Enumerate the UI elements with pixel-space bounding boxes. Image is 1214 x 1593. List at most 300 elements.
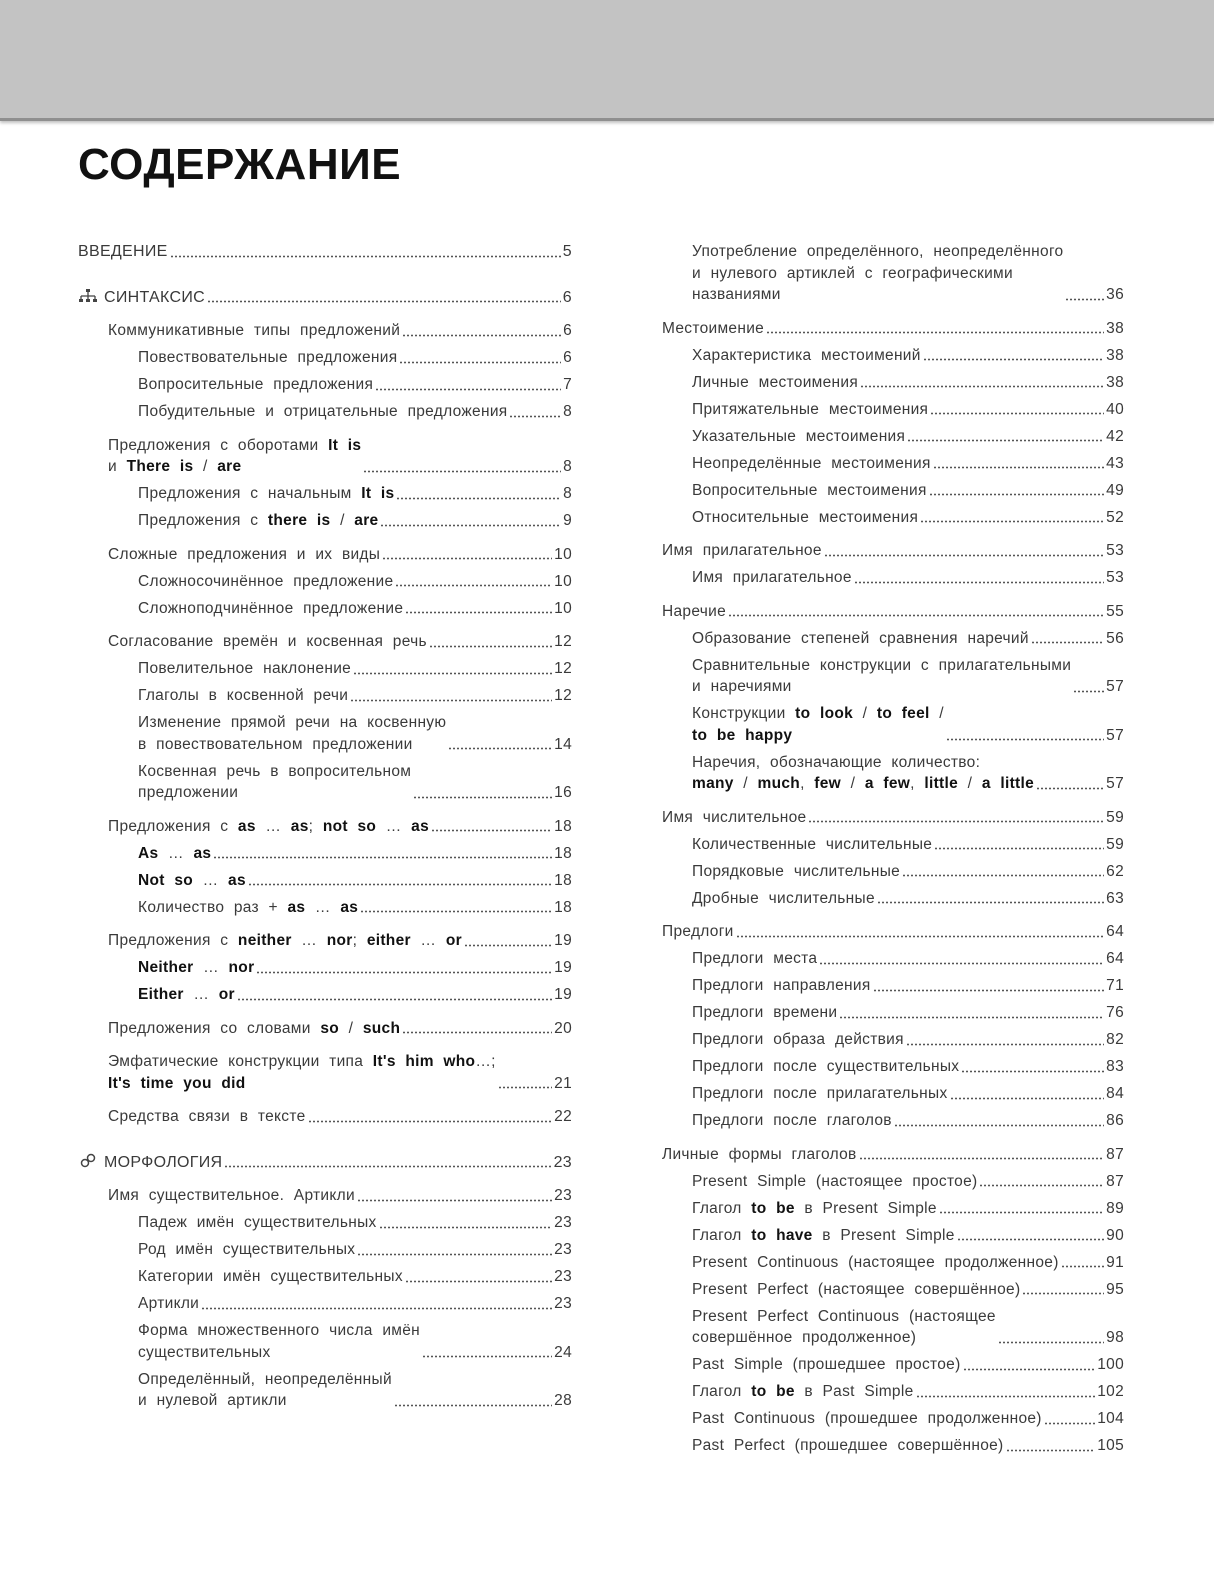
dot-leader xyxy=(923,358,1104,361)
toc-bold-term: as xyxy=(228,871,246,889)
toc-page-number: 57 xyxy=(1106,678,1124,695)
dot-leader xyxy=(1031,641,1104,644)
toc-entry-title xyxy=(138,401,507,423)
dot-leader xyxy=(237,998,552,1001)
toc-text-segment: Наречия, обозначающие количество: xyxy=(692,753,981,771)
toc-text-segment: Определённый, неопределённый и нулевой артикли xyxy=(138,1370,392,1409)
toc-text-segment: Сложносочинённое предложение xyxy=(138,572,394,590)
toc-text-segment: … xyxy=(183,986,219,1003)
toc-text-segment: Образование степеней сравнения наречий xyxy=(692,629,1029,647)
dot-leader xyxy=(413,796,552,799)
dot-leader xyxy=(431,829,552,832)
toc-text-segment: Притяжательные местоимения xyxy=(692,400,929,418)
toc-text-segment: Предлоги направления xyxy=(692,977,871,994)
dot-leader xyxy=(860,385,1104,388)
toc-entry xyxy=(662,601,1124,623)
toc-text-segment: Предложения с xyxy=(108,932,238,949)
toc-text-segment: Предлоги образа действия xyxy=(692,1031,904,1048)
toc-entry xyxy=(662,834,1124,856)
toc-text-segment: Изменение прямой речи на косвенную в повествовательном предложении xyxy=(138,714,447,753)
toc-page-number: 71 xyxy=(1106,977,1124,994)
dot-leader xyxy=(405,1280,552,1283)
toc-entry xyxy=(662,1171,1124,1193)
toc-bold-term: much xyxy=(757,775,801,792)
toc-text-segment: Сложноподчинённое предложение xyxy=(138,599,404,617)
toc-entry xyxy=(78,1369,572,1412)
toc-entry xyxy=(78,957,572,979)
toc-entry-title xyxy=(692,1083,948,1105)
toc-entry xyxy=(78,984,572,1006)
toc-entry-title xyxy=(138,510,378,532)
toc-bold-term: to feel xyxy=(876,705,930,722)
dot-leader xyxy=(308,1120,553,1123)
toc-text-segment: в Past Simple xyxy=(794,1383,914,1400)
toc-entry-title xyxy=(692,1354,961,1376)
dot-leader xyxy=(201,1307,552,1310)
toc-entry-title xyxy=(692,345,921,367)
dot-leader xyxy=(894,1124,1104,1127)
toc-page-number: 23 xyxy=(554,1268,572,1285)
toc-entry xyxy=(78,1018,572,1040)
dot-leader xyxy=(907,439,1104,442)
toc-bold-term: are xyxy=(217,458,242,475)
dot-leader xyxy=(957,1238,1104,1241)
toc-entry-title xyxy=(662,540,822,562)
toc-text-segment: ; xyxy=(352,932,367,949)
toc-text-segment: Past Simple (прошедшее простое) xyxy=(692,1356,961,1373)
toc-entry xyxy=(78,598,572,620)
toc-bold-term: Either xyxy=(138,986,184,1003)
dot-leader xyxy=(402,1031,552,1034)
dot-leader xyxy=(399,361,561,364)
toc-entry xyxy=(78,1212,572,1234)
toc-entry-title xyxy=(108,1018,400,1040)
toc-entry-title xyxy=(108,1106,306,1128)
toc-page-number: 38 xyxy=(1106,319,1124,337)
dot-leader xyxy=(402,334,561,337)
toc-page-number: 7 xyxy=(563,376,572,393)
toc-entry xyxy=(662,807,1124,829)
toc-text-segment: Глагол xyxy=(692,1383,752,1400)
toc-bold-term: either xyxy=(366,932,411,949)
toc-text-segment: Past Continuous (прошедшее продолженное) xyxy=(692,1410,1042,1427)
dot-leader xyxy=(375,388,561,391)
dot-leader xyxy=(839,1016,1104,1019)
dot-leader xyxy=(363,470,561,473)
toc-page-number: 6 xyxy=(562,288,572,306)
toc-entry-title xyxy=(78,241,168,263)
toc-entry xyxy=(662,888,1124,910)
toc-entry-title xyxy=(662,1144,857,1166)
toc-text-segment: Падеж имён существительных xyxy=(138,1214,377,1231)
toc-entry xyxy=(78,1239,572,1261)
toc-text-segment: Артикли xyxy=(138,1295,200,1312)
toc-entry xyxy=(662,655,1124,698)
toc-page-number: 90 xyxy=(1106,1226,1124,1244)
toc-page-number: 5 xyxy=(562,243,572,260)
toc-entry xyxy=(78,843,572,865)
dot-leader xyxy=(939,1211,1104,1214)
toc-text-segment: Имя существительное. Артикли xyxy=(108,1187,355,1204)
toc-text-segment: Предлоги после существительных xyxy=(692,1058,960,1075)
toc-text-segment: Предлоги после прилагательных xyxy=(692,1085,948,1102)
toc-text-segment: Глагол xyxy=(692,1199,752,1217)
toc-bold-term: It is xyxy=(328,436,362,454)
toc-entry-title xyxy=(692,834,932,856)
toc-entry xyxy=(78,287,572,309)
toc-entry xyxy=(78,761,572,804)
page-title: СОДЕРЖАНИЕ xyxy=(78,140,402,189)
toc-text-segment: Повелительное наклонение xyxy=(138,660,352,677)
toc-page-number: 87 xyxy=(1106,1145,1124,1163)
toc-text-segment: Предложения с xyxy=(138,512,268,529)
toc-text-segment: Предложения с xyxy=(108,817,238,835)
toc-text-segment: … xyxy=(376,817,412,835)
toc-entry xyxy=(78,374,572,396)
toc-entry-title xyxy=(662,921,734,943)
toc-bold-term: to be happy xyxy=(692,726,793,744)
toc-bold-term: not so xyxy=(322,817,377,835)
dot-leader xyxy=(256,971,552,974)
toc-page-number: 38 xyxy=(1106,346,1124,364)
toc-page-number: 23 xyxy=(554,1241,572,1258)
dot-leader xyxy=(1036,787,1104,790)
toc-page-number: 42 xyxy=(1106,427,1124,445)
toc-page-number: 16 xyxy=(554,784,572,801)
toc-entry xyxy=(662,567,1124,589)
toc-text-segment: ; xyxy=(308,817,323,835)
toc-page-number: 8 xyxy=(563,403,572,420)
toc-page-number: 6 xyxy=(563,349,572,366)
toc-page-number: 62 xyxy=(1106,862,1124,880)
dot-leader xyxy=(979,1184,1104,1187)
toc-page-number: 102 xyxy=(1097,1383,1124,1400)
toc-entry-title xyxy=(108,930,462,952)
dot-leader xyxy=(464,944,552,947)
toc-bold-term: as xyxy=(290,817,309,835)
toc-page-number: 19 xyxy=(554,986,572,1003)
toc-entry-title xyxy=(138,957,254,979)
toc-entry-title xyxy=(138,347,397,369)
toc-text-segment: Имя прилагательное xyxy=(662,542,822,559)
dot-leader xyxy=(396,497,561,500)
toc-entry xyxy=(662,507,1124,529)
toc-text-segment: Косвенная речь в вопросительном предложении xyxy=(138,762,412,801)
dot-leader xyxy=(916,1395,1096,1398)
toc-text-segment: … xyxy=(255,817,291,835)
toc-page-number: 18 xyxy=(554,817,572,835)
header-band xyxy=(0,0,1214,121)
toc-text-segment: Имя числительное xyxy=(662,808,807,826)
toc-entry-title xyxy=(138,1266,403,1288)
toc-text-segment: Указательные местоимения xyxy=(692,427,906,445)
toc-page-number: 12 xyxy=(554,633,572,650)
toc-bold-term: Not so xyxy=(138,871,194,889)
toc-text-segment: Предложения с оборотами xyxy=(108,436,329,454)
toc-bold-term: nor xyxy=(326,932,353,949)
toc-entry xyxy=(78,685,572,707)
toc-entry xyxy=(78,1106,572,1128)
toc-page-number: 43 xyxy=(1106,454,1124,472)
toc-entry xyxy=(78,241,572,263)
toc-page-number: 19 xyxy=(554,959,572,976)
dot-leader xyxy=(930,412,1104,415)
toc-page-number: 104 xyxy=(1097,1410,1124,1427)
toc-entry-title xyxy=(692,948,817,970)
toc-text-segment: Предложения со словами xyxy=(108,1019,321,1037)
toc-text-segment: Предлоги времени xyxy=(692,1004,838,1021)
toc-page-number: 23 xyxy=(554,1295,572,1312)
toc-entry xyxy=(78,401,572,423)
toc-entry xyxy=(78,1266,572,1288)
dot-leader xyxy=(929,493,1104,496)
toc-entry-title xyxy=(138,658,351,680)
toc-bold-term: little xyxy=(924,775,959,792)
toc-page-number: 38 xyxy=(1106,373,1124,391)
toc-page-number: 86 xyxy=(1106,1112,1124,1129)
toc-text-segment: / xyxy=(939,705,944,722)
toc-entry xyxy=(662,1252,1124,1274)
toc-entry-title xyxy=(692,1408,1042,1430)
toc-bold-term: are xyxy=(354,512,379,529)
toc-text-segment: МОРФОЛОГИЯ xyxy=(104,1153,223,1171)
toc-entry-title xyxy=(692,426,905,448)
toc-text-segment: Past Perfect (прошедшее совершённое) xyxy=(692,1437,1004,1454)
toc-page-number: 95 xyxy=(1106,1280,1124,1298)
toc-bold-term: many xyxy=(692,775,734,792)
toc-bold-term: as xyxy=(237,817,256,835)
toc-entry xyxy=(78,510,572,532)
toc-text-segment: Дробные числительные xyxy=(692,889,875,907)
toc-page-number: 91 xyxy=(1106,1253,1124,1271)
toc-entry xyxy=(662,1408,1124,1430)
toc-bold-term: a little xyxy=(981,775,1035,792)
toc-text-segment: Личные формы глаголов xyxy=(662,1145,857,1163)
dot-leader xyxy=(859,1157,1105,1160)
dot-leader xyxy=(920,520,1104,523)
toc-entry-title xyxy=(138,897,358,919)
toc-text-segment: Сложные предложения и их виды xyxy=(108,545,381,563)
toc-entry-title xyxy=(692,752,1034,795)
dot-leader xyxy=(808,820,1104,823)
toc-entry-title xyxy=(108,1051,496,1094)
toc-entry xyxy=(662,975,1124,997)
dot-leader xyxy=(394,1404,552,1407)
toc-text-segment: / xyxy=(193,458,218,475)
dot-leader xyxy=(350,699,552,702)
toc-page-number: 8 xyxy=(563,485,572,502)
toc-entry-title xyxy=(108,544,380,566)
toc-text-segment: / xyxy=(853,705,877,722)
toc-entry-title xyxy=(138,984,235,1006)
toc-text-segment: Конструкции xyxy=(692,705,796,722)
dot-leader xyxy=(824,554,1104,557)
dot-leader xyxy=(1022,1292,1104,1295)
toc-page-number: 6 xyxy=(563,322,572,339)
toc-page-number: 84 xyxy=(1106,1085,1124,1102)
toc-entry-title xyxy=(692,1198,937,1220)
dot-leader xyxy=(429,645,552,648)
toc-text-segment: Вопросительные местоимения xyxy=(692,481,927,499)
toc-page-number: 100 xyxy=(1097,1356,1124,1373)
dot-leader xyxy=(819,962,1104,965)
toc-page-number: 64 xyxy=(1106,950,1124,967)
syntax-tree-icon xyxy=(78,288,98,304)
toc-entry xyxy=(78,816,572,838)
toc-entry-title xyxy=(692,975,871,997)
dot-leader xyxy=(1065,298,1104,301)
dot-leader xyxy=(1073,690,1104,693)
dot-leader xyxy=(207,300,561,303)
toc-entry xyxy=(78,1185,572,1207)
toc-text-segment: Предлоги места xyxy=(692,950,818,967)
toc-entry-title xyxy=(692,1171,977,1193)
toc-text-segment: Имя прилагательное xyxy=(692,569,852,586)
toc-entry-title xyxy=(692,480,927,502)
toc-entry xyxy=(78,320,572,342)
toc-text-segment: Предложения с начальным xyxy=(138,485,362,502)
toc-bold-term: It is xyxy=(361,485,395,502)
toc-page-number: 12 xyxy=(554,660,572,677)
toc-entry-title xyxy=(692,1029,904,1051)
toc-text-segment: Количество раз + xyxy=(138,898,288,916)
toc-text-segment: Род имён существительных xyxy=(138,1241,356,1258)
dot-leader xyxy=(224,1165,551,1168)
toc-entry-title xyxy=(138,761,411,804)
toc-text-segment: , xyxy=(910,775,925,792)
toc-text-segment: Употребление определённого, неопределённого и нулевого артиклей с географическими названиями xyxy=(692,243,1064,303)
toc-page-number: 98 xyxy=(1106,1329,1124,1346)
toc-page-number: 87 xyxy=(1106,1172,1124,1190)
toc-entry-title xyxy=(692,1002,837,1024)
toc-page-number: 57 xyxy=(1106,726,1124,744)
toc-entry-title xyxy=(692,861,900,883)
toc-bold-term: It's him who xyxy=(372,1053,476,1070)
dot-leader xyxy=(1006,1449,1096,1452)
toc-text-segment: … xyxy=(158,844,194,862)
toc-text-segment: Повествовательные предложения xyxy=(138,349,398,366)
morphology-link-icon xyxy=(78,1153,98,1169)
toc-entry-title xyxy=(138,483,394,505)
toc-entry xyxy=(78,1293,572,1315)
toc-page-number: 59 xyxy=(1106,835,1124,853)
dot-leader xyxy=(213,856,552,859)
toc-entry xyxy=(662,948,1124,970)
toc-entry-title xyxy=(692,1225,955,1247)
dot-leader xyxy=(379,1226,553,1229)
toc-text-segment: Относительные местоимения xyxy=(692,508,919,526)
toc-entry xyxy=(78,658,572,680)
dot-leader xyxy=(963,1368,1096,1371)
toc-page-number: 12 xyxy=(554,687,572,704)
dot-leader xyxy=(933,466,1105,469)
toc-text-segment: , xyxy=(800,775,815,792)
toc-entry-title xyxy=(108,1185,355,1207)
toc-text-segment: Глагол xyxy=(692,1226,752,1244)
toc-text-segment: Предлоги после глаголов xyxy=(692,1112,892,1129)
toc-entry-title xyxy=(692,567,852,589)
toc-bold-term: there is xyxy=(267,512,331,529)
toc-entry xyxy=(78,631,572,653)
toc-entry xyxy=(662,1306,1124,1349)
toc-text-segment: Средства связи в тексте xyxy=(108,1108,306,1125)
toc-entry-title xyxy=(692,1435,1004,1457)
toc-text-segment: Местоимение xyxy=(662,319,765,337)
toc-text-segment: в Present Simple xyxy=(794,1199,937,1217)
toc-entry-title xyxy=(78,1152,222,1174)
toc-entry xyxy=(662,345,1124,367)
toc-page-number: 76 xyxy=(1106,1004,1124,1021)
dot-leader xyxy=(395,584,552,587)
toc-entry-title xyxy=(138,374,373,396)
toc-page-number: 21 xyxy=(554,1074,572,1092)
toc-text-segment: Категории имён существительных xyxy=(138,1268,403,1285)
toc-entry-title xyxy=(108,435,361,478)
toc-entry-title xyxy=(692,507,918,529)
toc-text-segment: Предлоги xyxy=(662,923,734,940)
toc-page-number: 52 xyxy=(1106,508,1124,526)
toc-entry-title xyxy=(692,628,1029,650)
dot-leader xyxy=(170,255,561,258)
toc-bold-term: to have xyxy=(751,1226,813,1244)
dot-leader xyxy=(382,557,552,560)
toc-entry xyxy=(662,1110,1124,1132)
toc-entry xyxy=(78,347,572,369)
toc-text-segment: Глаголы в косвенной речи xyxy=(138,687,349,704)
toc-entry xyxy=(662,1083,1124,1105)
toc-text-segment: / xyxy=(330,512,355,529)
dot-leader xyxy=(248,883,552,886)
toc-bold-term: to be xyxy=(751,1199,795,1217)
toc-entry xyxy=(78,1152,572,1174)
toc-entry xyxy=(662,1435,1124,1457)
toc-text-segment: … xyxy=(193,871,229,889)
toc-entry xyxy=(662,426,1124,448)
dot-leader xyxy=(736,935,1105,938)
toc-text-segment: в Present Simple xyxy=(812,1226,955,1244)
toc-entry-title xyxy=(662,601,726,623)
toc-bold-term: neither xyxy=(237,932,292,949)
toc-page-number: 49 xyxy=(1106,481,1124,499)
toc-entry xyxy=(662,399,1124,421)
toc-entry-title xyxy=(692,703,944,746)
toc-entry-title xyxy=(138,1212,377,1234)
toc-text-segment: Личные местоимения xyxy=(692,373,859,391)
toc-bold-term: as xyxy=(287,898,306,916)
toc-page-number: 18 xyxy=(554,844,572,862)
toc-text-segment: Present Continuous (настоящее продолженное) xyxy=(692,1253,1059,1271)
toc-entry-title xyxy=(108,631,427,653)
toc-entry xyxy=(662,628,1124,650)
toc-text-segment: Согласование времён и косвенная речь xyxy=(108,633,427,650)
toc-entry xyxy=(662,1381,1124,1403)
dot-leader xyxy=(357,1253,552,1256)
dot-leader xyxy=(1044,1422,1095,1425)
toc-bold-term: to be xyxy=(751,1383,795,1400)
toc-page-number: 22 xyxy=(554,1108,572,1125)
toc-page-number: 18 xyxy=(554,871,572,889)
toc-entry xyxy=(662,1198,1124,1220)
toc-text-segment: … xyxy=(193,959,229,976)
toc-entry xyxy=(78,870,572,892)
toc-text-segment: Характеристика местоимений xyxy=(692,346,921,364)
toc-text-segment: Побудительные и отрицательные предложения xyxy=(138,403,508,420)
toc-text-segment: Present Perfect Continuous (настоящее совершённое продолженное) xyxy=(692,1307,996,1346)
toc-page-number: 28 xyxy=(554,1392,572,1409)
toc-entry-title xyxy=(692,1306,996,1349)
toc-entry-title xyxy=(692,1056,959,1078)
toc-text-segment: … xyxy=(291,932,327,949)
